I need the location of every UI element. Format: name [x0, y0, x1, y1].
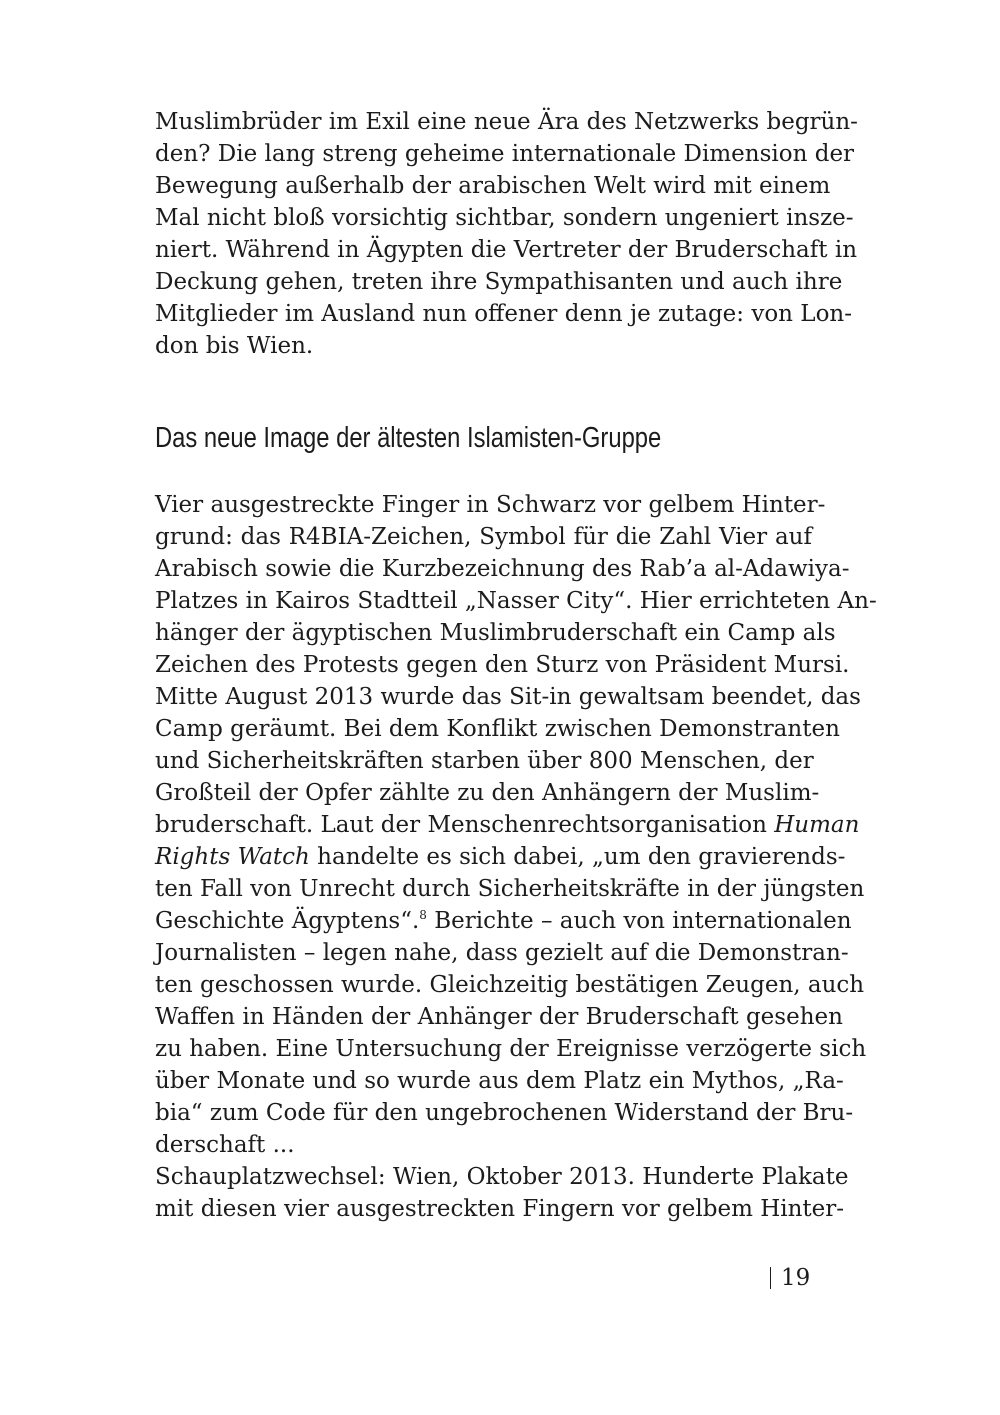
text-segment: handelte es sich dabei, „um den gravierends- — [309, 844, 846, 870]
text-line: Platzes in Kairos Stadtteil „Nasser City“. Hier errichteten An- — [155, 588, 877, 614]
text-line: den? Die lang streng geheime internationale Dimension der — [155, 141, 855, 167]
page-footer — [770, 1262, 810, 1294]
text-line: Schauplatzwechsel: Wien, Oktober 2013. Hunderte Plakate — [155, 1164, 849, 1190]
text-segment: Berichte – auch von internationalen — [426, 908, 852, 934]
page-number-divider — [770, 1267, 771, 1289]
text-line: derschaft ... — [155, 1132, 295, 1158]
text-line: zu haben. Eine Untersuchung der Ereignisse verzögerte sich — [155, 1036, 867, 1062]
text-line: ten Fall von Unrecht durch Sicherheitskräfte in der jüngsten — [155, 876, 865, 902]
text-line: mit diesen vier ausgestreckten Fingern vor gelbem Hinter- — [155, 1196, 845, 1222]
text-segment: bruderschaft. Laut der Menschenrechtsorganisation — [155, 812, 775, 838]
text-line: Arabisch sowie die Kurzbezeichnung des Rab’a al-Adawiya- — [155, 556, 850, 582]
text-line: Mal nicht bloß vorsichtig sichtbar, sondern ungeniert insze- — [155, 205, 854, 231]
page-number: 19 — [781, 1265, 811, 1291]
text-line: grund: das R4BIA-Zeichen, Symbol für die Zahl Vier auf — [155, 524, 812, 550]
text-line: Mitte August 2013 wurde das Sit-in gewaltsam beendet, das — [155, 684, 861, 710]
text-line: Vier ausgestreckte Finger in Schwarz vor gelbem Hinter- — [155, 492, 826, 518]
text-line — [155, 905, 852, 937]
text-line: Mitglieder im Ausland nun offener denn je zutage: von Lon- — [155, 301, 853, 327]
text-line: don bis Wien. — [155, 333, 314, 359]
paragraph-exile-network — [155, 106, 858, 362]
text-line: Bewegung außerhalb der arabischen Welt wird mit einem — [155, 173, 831, 199]
text-line: Camp geräumt. Bei dem Konflikt zwischen Demonstranten — [155, 716, 840, 742]
text-line: Großteil der Opfer zählte zu den Anhängern der Muslim- — [155, 780, 820, 806]
italic-org-name: Rights Watch — [155, 844, 310, 870]
text-line: Deckung gehen, treten ihre Sympathisanten und auch ihre — [155, 269, 843, 295]
text-line: Muslimbrüder im Exil eine neue Ära des Netzwerks begrün- — [155, 109, 858, 135]
footnote-marker: 8 — [419, 908, 427, 922]
text-line: Waffen in Händen der Anhänger der Bruderschaft gesehen — [155, 1004, 843, 1030]
text-line: ten geschossen wurde. Gleichzeitig bestätigen Zeugen, auch — [155, 972, 865, 998]
paragraph-r4bia-sign — [155, 489, 877, 1161]
text-segment: Geschichte Ägyptens“. — [155, 908, 420, 934]
italic-org-name: Human — [774, 812, 860, 838]
text-line: über Monate und so wurde aus dem Platz ein Mythos, „Ra- — [155, 1068, 844, 1094]
text-line: und Sicherheitskräften starben über 800 Menschen, der — [155, 748, 814, 774]
text-line: niert. Während in Ägypten die Vertreter der Bruderschaft in — [155, 237, 858, 263]
text-line: Zeichen des Protests gegen den Sturz von Präsident Mursi. — [155, 652, 850, 678]
text-line — [155, 809, 860, 841]
text-line: hänger der ägyptischen Muslimbruderschaft ein Camp als — [155, 620, 836, 646]
section-heading: Das neue Image der ältesten Islamisten-Gruppe — [155, 422, 662, 454]
text-line: bia“ zum Code für den ungebrochenen Widerstand der Bru- — [155, 1100, 854, 1126]
paragraph-vienna — [155, 1161, 849, 1225]
text-line — [155, 841, 846, 873]
text-line: Journalisten – legen nahe, dass gezielt auf die Demonstran- — [155, 940, 849, 966]
